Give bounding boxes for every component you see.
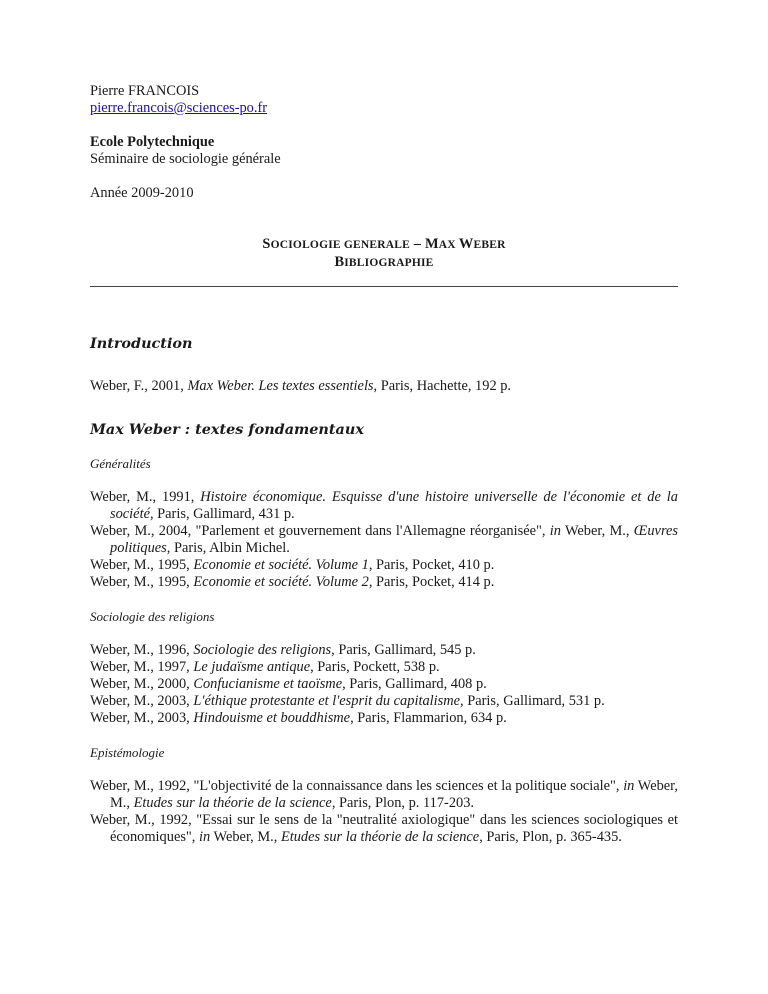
seminar-name: Séminaire de sociologie générale — [90, 151, 281, 167]
author-name: Pierre FRANCOIS — [90, 83, 200, 99]
bib-entry: Weber, M., 1991, Histoire économique. Esquisse d'une histoire universelle de l'économie et de la société, Paris, Gallimard, 431 p. — [90, 489, 678, 522]
bib-entry: Weber, M., 1997, Le judaïsme antique, Paris, Pockett, 538 p. — [90, 659, 440, 675]
bib-entry: Weber, M., 1995, Economie et société. Volume 2, Paris, Pocket, 414 p. — [90, 574, 495, 590]
section-heading-introduction: Introduction — [90, 335, 193, 352]
bib-entry: Weber, M., 2003, Hindouisme et bouddhisme, Paris, Flammarion, 634 p. — [90, 710, 507, 726]
bib-entry: Weber, M., 2004, "Parlement et gouvernement dans l'Allemagne réorganisée", in Weber, M., Œuvres politiques, Paris, Albin Michel. — [90, 523, 678, 556]
subsection-heading-generalites: Généralités — [90, 456, 151, 471]
bib-entry: Weber, F., 2001, Max Weber. Les textes essentiels, Paris, Hachette, 192 p. — [90, 378, 512, 394]
author-email-link[interactable]: pierre.francois@sciences-po.fr — [90, 100, 268, 116]
document-subtitle: BIBLIOGRAPHIE — [334, 254, 434, 270]
subsection-heading-religions: Sociologie des religions — [90, 609, 215, 624]
academic-year: Année 2009-2010 — [90, 185, 194, 201]
document-content — [90, 83, 678, 846]
bib-entry: Weber, M., 2003, L'éthique protestante et l'esprit du capitalisme, Paris, Gallimard, 531 p. — [90, 693, 605, 709]
institution-name: Ecole Polytechnique — [90, 134, 215, 150]
document-title: SOCIOLOGIE GENERALE – MAX WEBER — [262, 236, 506, 252]
section-heading-textes: Max Weber : textes fondamentaux — [90, 421, 364, 438]
bib-entry: Weber, M., 1996, Sociologie des religions, Paris, Gallimard, 545 p. — [90, 642, 476, 658]
bib-entry: Weber, M., 1992, "L'objectivité de la connaissance dans les sciences et la politique sociale", in Weber, M., Etudes sur la théorie de la science, Paris, Plon, p. 117-203. — [90, 778, 678, 811]
bib-entry: Weber, M., 2000, Confucianisme et taoïsme, Paris, Gallimard, 408 p. — [90, 676, 487, 692]
bib-entry: Weber, M., 1992, "Essai sur le sens de la "neutralité axiologique" dans les sciences sociologiques et économiques", in Weber, M., Etudes sur la théorie de la science, Paris, Plon, p. 365-435. — [90, 812, 678, 845]
bib-entry: Weber, M., 1995, Economie et société. Volume 1, Paris, Pocket, 410 p. — [90, 557, 495, 573]
subsection-heading-epistemologie: Epistémologie — [90, 745, 165, 760]
